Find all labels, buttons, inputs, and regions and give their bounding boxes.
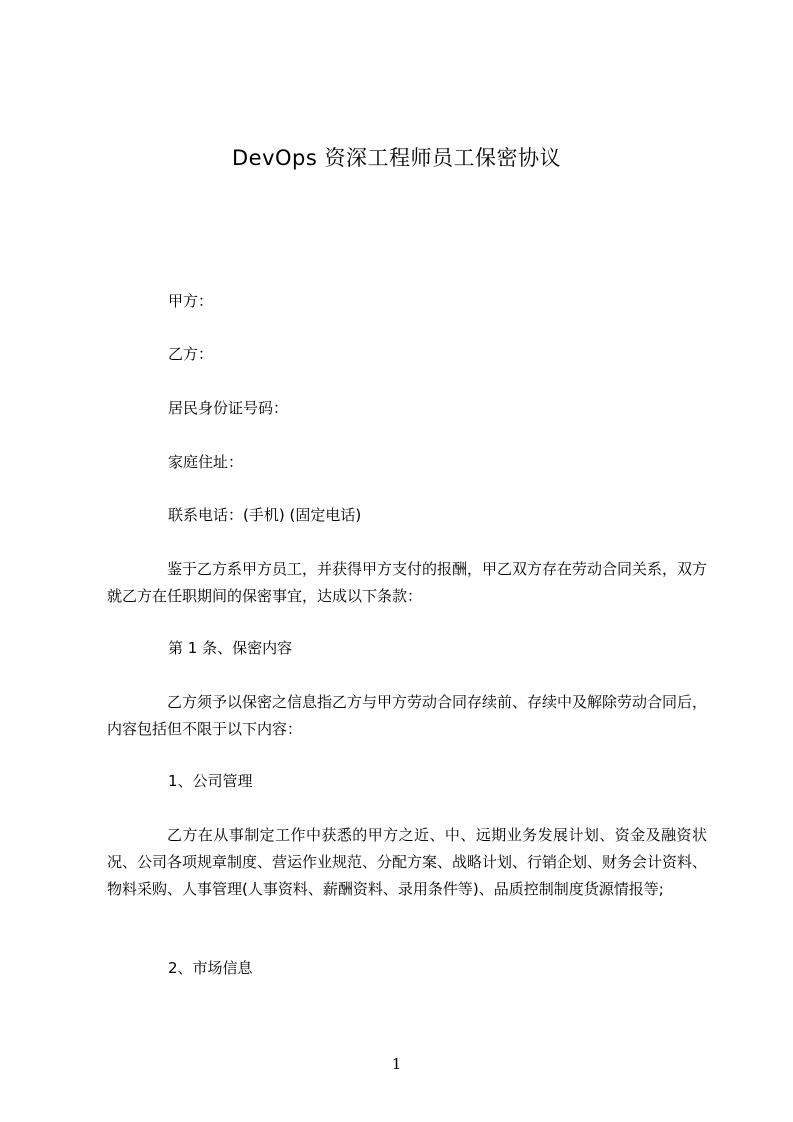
preamble-paragraph: 鉴于乙方系甲方员工，并获得甲方支付的报酬，甲乙双方存在劳动合同关系，双方就乙方在任职期间的保密事宜，达成以下条款： <box>107 560 708 605</box>
item-1-body-paragraph: 乙方在从事制定工作中获悉的甲方之近、中、远期业务发展计划、资金及融资状况、公司各项规章制度、营运作业规范、分配方案、战略计划、行销企划、财务会计资料、物料采购、人事管理(人事资料、薪酬资料、录用条件等)、品质控制制度货源情报等; <box>107 826 708 898</box>
party-b-field: 乙方： <box>168 345 214 363</box>
address-field: 家庭住址： <box>168 453 244 471</box>
article-1-heading: 第 1 条、保密内容 <box>168 639 293 657</box>
item-1-heading: 1、公司管理 <box>168 772 253 790</box>
page-number: 1 <box>391 1055 402 1073</box>
article-1-intro-paragraph: 乙方须予以保密之信息指乙方与甲方劳动合同存续前、存续中及解除劳动合同后，内容包括但不限于以下内容： <box>107 693 708 738</box>
party-a-field: 甲方： <box>168 292 214 310</box>
document-title: DevOps 资深工程师员工保密协议 <box>232 146 561 170</box>
item-2-heading: 2、市场信息 <box>168 959 253 977</box>
phone-field: 联系电话：(手机) (固定电话) <box>168 506 362 524</box>
id-number-field: 居民身份证号码： <box>168 399 289 417</box>
